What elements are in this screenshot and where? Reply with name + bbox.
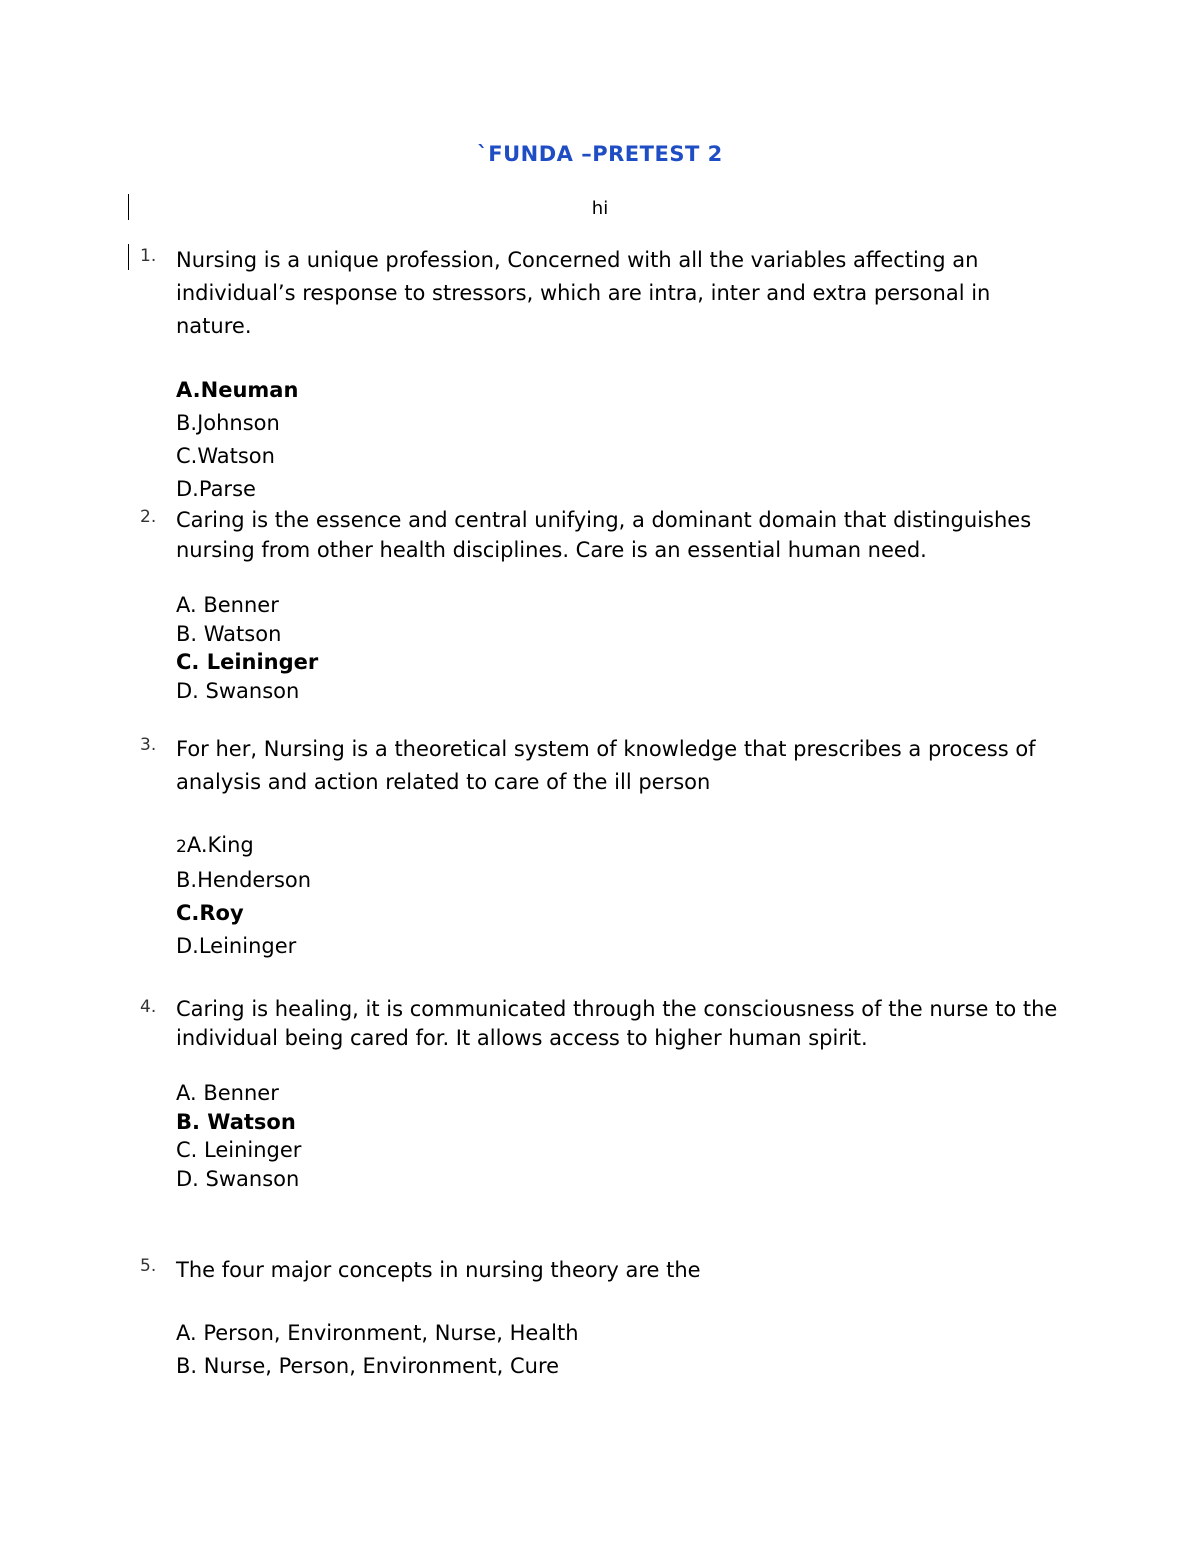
option-a: A.Neuman: [176, 378, 299, 402]
question-text: For her, Nursing is a theoretical system of knowledge that prescribes a process of analysis and action related to care of the ill person: [176, 737, 1036, 794]
option-c: C.Watson: [176, 444, 275, 468]
option-b: B. Nurse, Person, Environment, Cure: [176, 1354, 560, 1378]
option-a-label: A.King: [186, 833, 254, 857]
document-subtitle: hi: [591, 198, 609, 219]
question-text: The four major concepts in nursing theory are the: [176, 1258, 701, 1282]
option-d: D.Leininger: [176, 934, 297, 958]
answer-options: [176, 829, 1070, 963]
option-d: D.Parse: [176, 477, 256, 501]
option-c: C.Roy: [176, 901, 244, 925]
question-number: 3.: [140, 735, 157, 755]
question-1: [140, 244, 1070, 506]
question-text: Caring is healing, it is communicated through the consciousness of the nurse to the individual being cared for. It allows access to higher human spirit.: [176, 997, 1058, 1050]
option-a: A. Benner: [176, 593, 279, 617]
question-text: Caring is the essence and central unifying, a dominant domain that distinguishes nursing from other health disciplines. Care is an essential human need.: [176, 508, 1032, 562]
option-b: B. Watson: [176, 1109, 296, 1134]
option-a: A. Person, Environment, Nurse, Health: [176, 1321, 579, 1345]
option-c: C. Leininger: [176, 1138, 302, 1162]
answer-options: [176, 374, 1070, 506]
question-number: 1.: [140, 246, 157, 266]
question-3: [140, 733, 1070, 963]
question-2: [140, 505, 1070, 705]
answer-options: [176, 591, 1070, 705]
document-title: `FUNDA –PRETEST 2: [477, 142, 723, 166]
change-bar: [128, 194, 129, 220]
question-text: Nursing is a unique profession, Concerned with all the variables affecting an individual’s response to stressors, which are intra, inter and extra personal in nature.: [176, 248, 991, 338]
option-b: B.Henderson: [176, 868, 312, 892]
question-number: 4.: [140, 997, 157, 1017]
option-c: C. Leininger: [176, 650, 319, 674]
option-d: D. Swanson: [176, 1166, 300, 1191]
option-a: [176, 829, 1070, 864]
option-b: B.Johnson: [176, 411, 280, 435]
answer-options: [176, 1317, 1070, 1383]
option-prefix: 2: [176, 837, 187, 857]
change-bar: [128, 244, 129, 270]
question-4: [140, 995, 1070, 1193]
question-number: 2.: [140, 507, 157, 527]
option-b: B. Watson: [176, 621, 282, 646]
question-number: 5.: [140, 1256, 157, 1276]
option-d: D. Swanson: [176, 678, 300, 703]
option-a: A. Benner: [176, 1081, 279, 1105]
question-5: [140, 1254, 1070, 1383]
answer-options: [176, 1079, 1070, 1193]
